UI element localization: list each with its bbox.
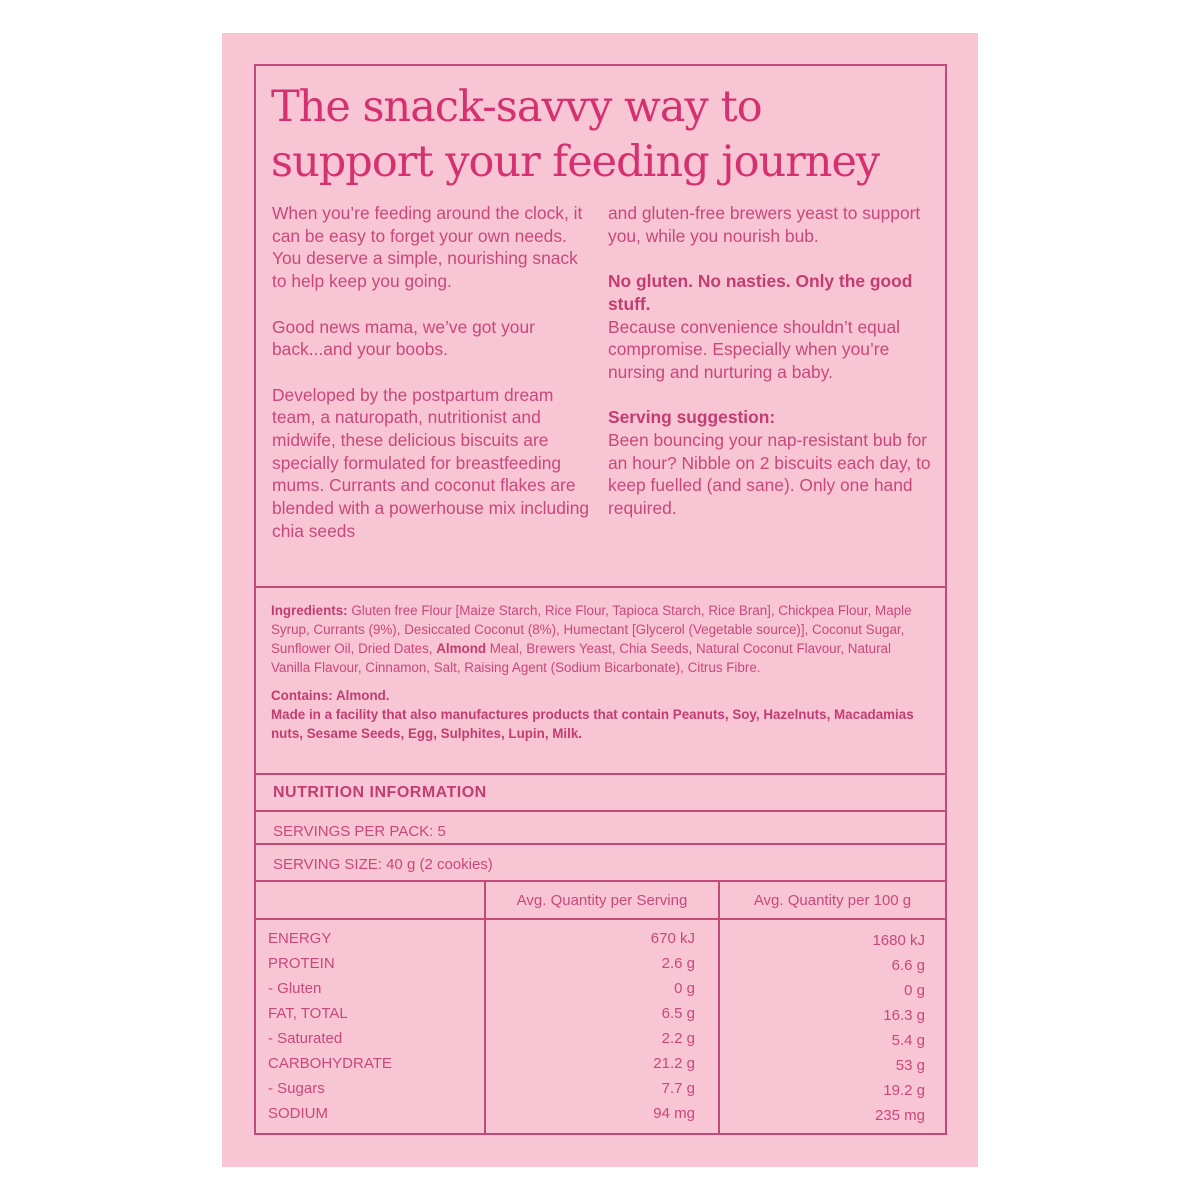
nutrition-row — [256, 1080, 945, 1105]
per-serving-value: 6.5 g — [661, 1005, 695, 1022]
section-body: Been bouncing your nap-resistant bub for an hour? Nibble on 2 biscuits each day, to keep fuelled (and sane). Only one hand required. — [608, 430, 931, 519]
nutrition-row — [256, 1105, 945, 1130]
divider — [256, 843, 945, 845]
column-header-per-serving: Avg. Quantity per Serving — [516, 892, 688, 909]
nutrient-name: - Sugars — [268, 1080, 325, 1097]
no-gluten-section — [608, 270, 932, 384]
allergen-contains — [271, 686, 931, 743]
per-100g-value: 6.6 g — [891, 957, 925, 974]
headline-line-2: support your feeding journey — [271, 137, 880, 187]
allergen-almond: Almond — [436, 641, 487, 656]
intro-paragraph: When you’re feeding around the clock, it can be easy to forget your own needs. You deserve a simple, nourishing snack to help keep you going. — [272, 203, 583, 292]
nutrition-row — [256, 1055, 945, 1080]
intro-right-column — [608, 202, 932, 543]
product-panel — [222, 33, 978, 1167]
headline — [271, 80, 931, 190]
column-header-per-100g: Avg. Quantity per 100 g — [753, 892, 912, 909]
divider — [256, 586, 945, 588]
nutrition-row — [256, 955, 945, 980]
panel-frame — [254, 64, 947, 1135]
per-100g-value: 16.3 g — [883, 1007, 925, 1024]
intro-paragraph: and gluten-free brewers yeast to support you, while you nourish bub. — [608, 203, 921, 246]
nutrition-title: NUTRITION INFORMATION — [273, 784, 487, 801]
intro-left-column — [272, 202, 596, 565]
nutrition-row — [256, 1005, 945, 1030]
per-serving-value: 2.6 g — [661, 955, 695, 972]
per-serving-value: 0 g — [674, 980, 695, 997]
per-serving-value: 2.2 g — [661, 1030, 695, 1047]
per-100g-value: 53 g — [895, 1057, 925, 1074]
nutrient-name: - Gluten — [268, 980, 322, 997]
nutrient-name: CARBOHYDRATE — [268, 1055, 392, 1072]
per-serving-value: 21.2 g — [653, 1055, 695, 1072]
ingredients-text: Meal, Brewers Yeast, Chia Seeds, Natural Coconut Flavour, Natural Vanilla Flavour, Cinnamon, Salt, Raising Agent (Sodium Bicarbonate), Citrus Fibre. — [271, 641, 891, 675]
per-serving-value: 94 mg — [653, 1105, 695, 1122]
divider — [256, 810, 945, 812]
facility-statement: Made in a facility that also manufactures products that contain Peanuts, Soy, Hazelnuts, Macadamias nuts, Sesame Seeds, Egg, Sulphites, Lupin, Milk. — [271, 707, 914, 741]
serving-size: SERVING SIZE: 40 g (2 cookies) — [273, 856, 493, 873]
nutrient-name: SODIUM — [268, 1105, 328, 1122]
per-serving-value: 7.7 g — [661, 1080, 695, 1097]
contains-statement: Contains: Almond. — [271, 688, 390, 703]
divider — [256, 918, 945, 920]
section-body: Because convenience shouldn’t equal compromise. Especially when you’re nursing and nurturing a baby. — [608, 316, 900, 382]
divider — [256, 880, 945, 882]
nutrition-row — [256, 930, 945, 955]
ingredients-label: Ingredients: — [271, 603, 348, 618]
divider — [256, 773, 945, 775]
per-100g-value: 5.4 g — [891, 1032, 925, 1049]
nutrient-name: - Saturated — [268, 1030, 343, 1047]
ingredients-list — [271, 601, 931, 677]
ingredients-text: Gluten free Flour [Maize Starch, Rice Flour, Tapioca Starch, Rice Bran], Chickpea Flour, Maple Syrup, Currants (9%), Desiccated Coconut (8%), Humectant [Glycerol (Vegetable source)], Coconut Sugar, Sunflower Oil, Dried Dates, — [271, 603, 912, 656]
nutrition-row — [256, 980, 945, 1005]
intro-paragraph: Good news mama, we’ve got your back...and your boobs. — [272, 316, 535, 360]
ingredients-block — [271, 601, 931, 743]
headline-line-1: The snack-savvy way to — [271, 82, 762, 132]
per-100g-value: 0 g — [904, 982, 925, 999]
section-heading: No gluten. No nasties. Only the good stuff. — [608, 271, 913, 314]
nutrient-name: FAT, TOTAL — [268, 1005, 348, 1022]
per-serving-value: 670 kJ — [650, 930, 695, 947]
serving-suggestion-section — [608, 406, 932, 520]
per-100g-value: 235 mg — [874, 1107, 925, 1124]
nutrient-name: PROTEIN — [268, 955, 335, 972]
per-100g-value: 19.2 g — [883, 1082, 925, 1099]
servings-per-pack: SERVINGS PER PACK: 5 — [273, 823, 446, 840]
intro-paragraph: Developed by the postpartum dream team, a naturopath, nutritionist and midwife, these delicious biscuits are specially formulated for breastfeeding mums. Currants and coconut flakes are blended with a powerhouse mix including chia seeds — [272, 384, 590, 541]
per-100g-value: 1680 kJ — [872, 932, 925, 949]
section-heading: Serving suggestion: — [608, 407, 776, 428]
nutrient-name: ENERGY — [268, 930, 332, 947]
nutrition-row — [256, 1030, 945, 1055]
